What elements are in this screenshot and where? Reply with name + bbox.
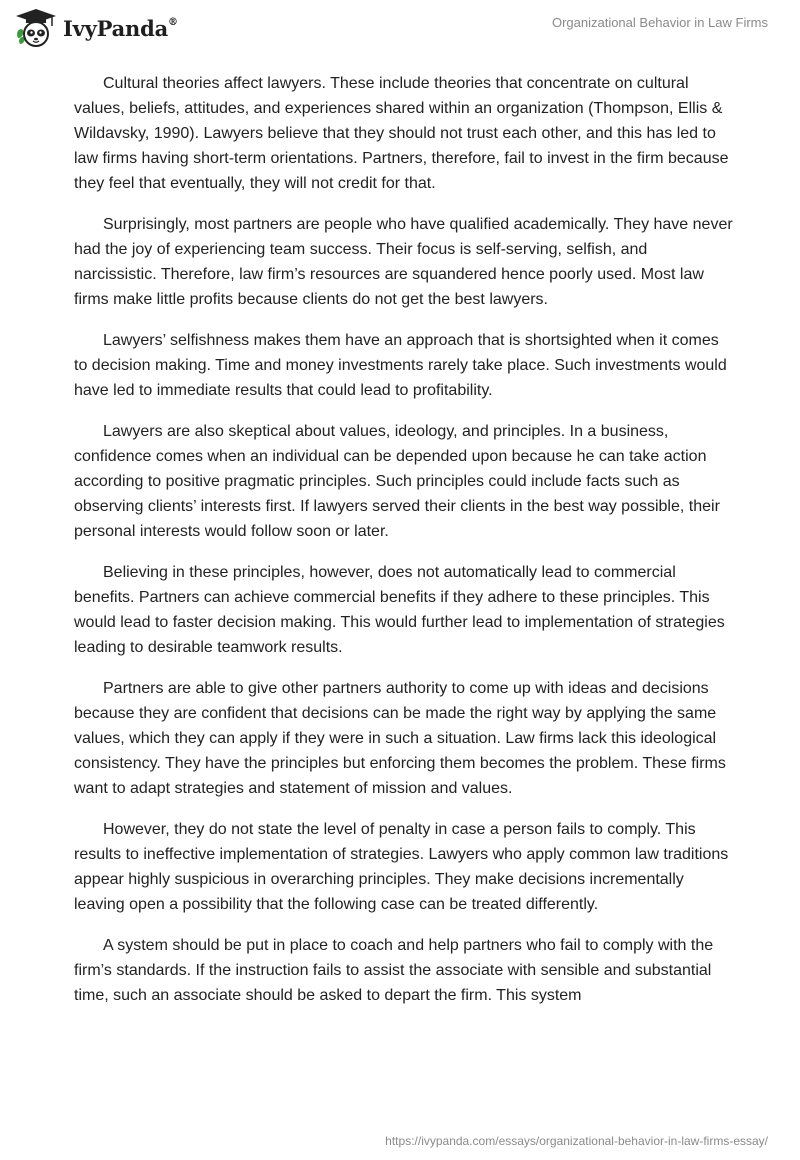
panda-mascot-icon	[14, 8, 58, 48]
paragraph: Surprisingly, most partners are people who have qualified academically. They have never had the joy of experiencing team success. Their focus is self-serving, selfish, and narcissistic. Therefore, law firm’s resources are squandered hence poorly used. Most law firms make little profits because clients do not get the best lawyers.	[74, 216, 733, 308]
paragraph: However, they do not state the level of penalty in case a person fails to comply. This results to ineffective implementation of strategies. Lawyers who apply common law traditions appear highly suspicious in overarching principles. They make decisions incrementally leaving open a possibility that the following case can be treated differently.	[74, 821, 729, 913]
page-header	[0, 0, 800, 70]
paragraph: A system should be put in place to coach and help partners who fail to comply with the firm’s standards. If the instruction fails to assist the associate with sensible and substantial time, such an associate should be asked to depart the firm. This system	[74, 937, 714, 1004]
paragraph: Lawyers’ selfishness makes them have an approach that is shortsighted when it comes to decision making. Time and money investments rarely take place. Such investments would have led to immediate results that could lead to profitability.	[74, 332, 727, 399]
paragraph: Cultural theories affect lawyers. These include theories that concentrate on cultural values, beliefs, attitudes, and experiences shared within an organization (Thompson, Ellis & Wildavsky, 1990). Lawyers believe that they should not trust each other, and this has led to law firms having short-term orientations. Partners, therefore, fail to invest in the firm because they feel that eventually, they will not credit for that.	[74, 75, 729, 192]
brand-name: IvyPanda®	[63, 15, 178, 41]
ivypanda-logo[interactable]	[14, 8, 178, 48]
paragraph: Partners are able to give other partners authority to come up with ideas and decisions because they are confident that decisions can be made the right way by applying the same values, which they can apply if they were in such a situation. Law firms lack this ideological consistency. They have the principles but enforcing them becomes the problem. These firms want to adapt strategies and statement of mission and values.	[74, 680, 726, 797]
paragraph: Believing in these principles, however, does not automatically lead to commercial benefits. Partners can achieve commercial benefits if they adhere to these principles. This would lead to faster decision making. This would further lead to implementation of strategies leading to desirable teamwork results.	[74, 564, 725, 656]
source-url[interactable]: https://ivypanda.com/essays/organizational-behavior-in-law-firms-essay/	[385, 1134, 768, 1148]
running-title: Organizational Behavior in Law Firms	[551, 15, 768, 30]
essay-body	[74, 71, 734, 1024]
paragraph: Lawyers are also skeptical about values, ideology, and principles. In a business, confidence comes when an individual can be depended upon because he can take action according to positive pragmatic principles. Such principles could include facts such as observing clients’ interests first. If lawyers served their clients in the best way possible, their personal interests would follow soon or later.	[74, 423, 720, 540]
